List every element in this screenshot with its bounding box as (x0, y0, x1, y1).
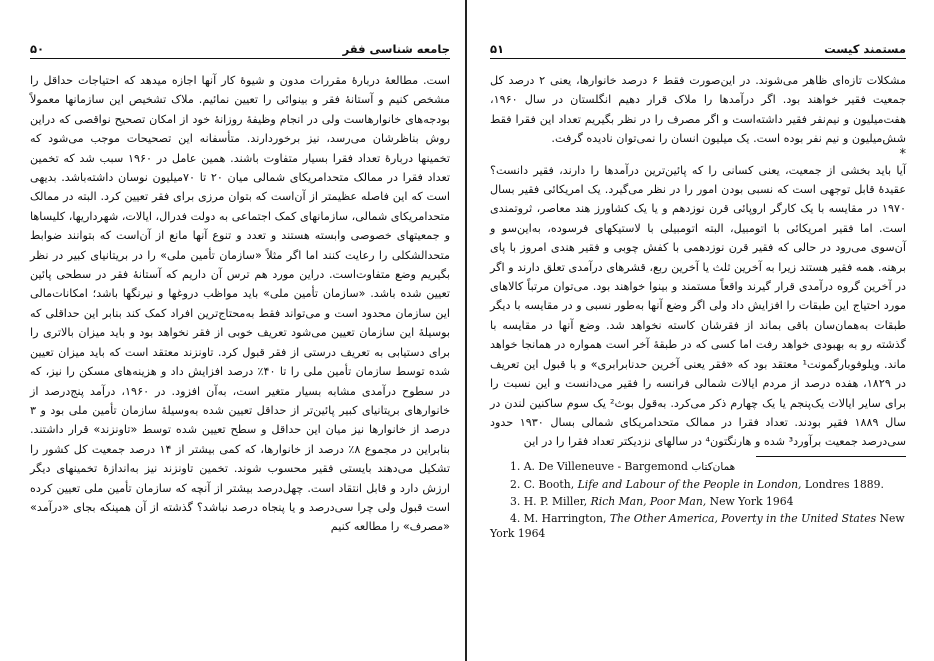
footnote-2 (490, 477, 906, 492)
footnotes (490, 459, 906, 541)
footnote-2-publication: Londres 1889. (801, 477, 884, 491)
footnote-2-author: 2. C. Booth, (510, 477, 578, 491)
right-paragraph-2: آیا باید بخشی از جمعیت، یعنی کسانی را که پائین‌ترین درآمدها را دارند، فقیر دانست؟ عقیدهٔ قابل توجهی است که نسبی بودن امور را در نظر می‌گیرد. یک امریکائی فقیر بسال ۱۹۷۰ در مقایسه با یک کارگر اروپائی قرن نوزدهم و یا یک کشاورز هند معاصر، ثروتمندی است. اما فقیر امریکائی با اتومبیل، البته اتومبیلی با لاستیکهای فرسوده، به‌این‌سو و آن‌سوی می‌رود در حالی که فقیر قرن نوزدهمی با کفش چوبی و فقیر هندی امروز با پای برهنه. همه فقیر هستند زیرا به آخرین ثلث یا آخرین ربع، قشرهای درآمدی تعلق دارند و اگر در آخرین گروه درآمدی قرار گیرند واقعاً مستمند و بینوا خواهند بود. می‌توان مرتباً کالاهای مورد احتیاج این طبقات را افزایش داد ولی اگر وضع آنها به‌طور نسبی و در مقایسه با دیگر طبقات به‌همان‌سان باقی بماند از فقرشان کاسته نخواهد شد. وضع آنها در مقایسه با گذشته رو به بهبودی خواهد رفت اما کسی که در طبقهٔ آخر است همواره در همانجا خواهد ماند. ویلوفوبارگمونت¹ معتقد بود که «فقر یعنی آخرین حدنابرابری» و با قبول این تعریف در ۱۸۲۹، هفده درصد از مردم ایالات شمالی فرانسه را فقیر می‌دانست و این نسبت را برای سایر ایالات یک‌پنجم یا یک چهارم ذکر می‌کرد. به‌قول بوث² یک سوم ساکنین لندن در سال ۱۸۸۹ فقیر بودند. تعداد فقرا در ممالک متحدامریکای شمالی بسال ۱۹۳۰ حدود سی‌درصد جمعیت برآورد³ شده و هارنگتون⁴ در سالهای نزدیکتر تعداد فقرا را در این (490, 163, 907, 449)
footnote-3-title: Rich Man, Poor Man, (590, 494, 707, 508)
right-page-header (490, 38, 906, 59)
book-spine-divider (465, 0, 467, 661)
left-page-body (30, 71, 450, 537)
section-asterisk: * (899, 146, 906, 162)
left-page-header (30, 38, 450, 59)
right-page (470, 0, 934, 661)
footnote-4-author: 4. M. Harrington, (510, 511, 610, 525)
footnote-4 (490, 511, 906, 541)
footnote-3 (490, 494, 906, 509)
footnote-3-author: 3. H. P. Miller, (510, 494, 591, 508)
left-page-number: ۵۰ (30, 42, 45, 56)
left-paragraph-1: است. مطالعهٔ دربارهٔ مقررات مدون و شیوهٔ کار آنها اجازه میدهد که احتیاجات حداقل را مشخص کنیم و آستانهٔ فقر و بینوائی را تعیین نمائیم. ملاک تشخیص این سازمانها معمولاً بودجه‌های خانوارهاست ولی در انجام وظیفهٔ روزانهٔ خود از امکان تصحیح نواقصی که دراین روش بناظرشان می‌رسد، نیز برخوردارند. متأسفانه این تصحیحات موجب می‌شود که تخمینها دربارهٔ تعداد فقرا بسیار متفاوت باشند. همین عامل در ۱۹۶۰ سبب شد که تخمین تعداد فقرا در ممالک متحدامریکای شمالی میان ۲۰ تا ۷۰میلیون نوسان داشته‌باشد. بدیهی است که این فاصله عظیمتر از آن‌است که بتوان مرزی برای فقر تعیین کرد. البته در ممالک متحدامریکای شمالی، سازمانهای کمک اجتماعی به دولت فدرال، ایالات، شهرداریها، کلیساها و جمعیتهای خصوصی وابسته هستند و تعدد و تنوع آنها مانع از آن‌است که بتوانند ضوابط متحدالشکلی را رعایت کنند اما اگر مثلاً «سازمان تأمین ملی» را در بریتانیای کبیر در نظر بگیریم وضع متفاوت‌است. دراین مورد هم ترس آن داریم که آستانهٔ فقر در سطحی پائین تعیین شده باشد. «سازمان تأمین ملی» باید مواظب دروغها و نیرنگها باشد؛ امکانات‌مالی این سازمان محدود است و می‌تواند فقط به‌محتاج‌ترین افراد کمک کند بنابر این حداقلی که بوسیلهٔ این سازمان تعیین می‌شود تعریف خوبی از فقر نخواهد بود و باید میزان بالاتری را برای دستیابی به تعریف درستی از فقر قبول کرد. تاونزند معتقد است که باید میزان تعیین شده توسط سازمان تأمین ملی را تا ۴۰٪ درصد افزایش داد و هزینه‌های مسکن را نیز، که در سطوح درآمدی مشابه بسیار متغیر است، به‌آن افزود. در ۱۹۶۰، درآمد پنج‌درصد از خانوارهای بریتانیای کبیر پائین‌تر از حداقل تعیین شده به‌وسیلهٔ سازمان تأمین ملی بود و ۳ درصد از خانوارها نیز میان این حداقل و سطح تعیین شده توسط «تاونزند» قرار داشتند. بنابراین در مجموع ۸٪ درصد از خانوارها، که کمی بیشتر از ۱۴ درصد جمعیت کل کشور را تشکیل می‌دهند بایستی فقیر محسوب شوند. تخمین تاونزند نیز به‌اندازهٔ تخمینهای دیگر ارزش دارد و قابل انتقاد است. چهل‌درصد بیشتر از آنچه که سازمان تأمین ملی تعیین کرده است قبول ولی چرا سی‌درصد و یا پنجاه درصد نباشد؟ گذشته از آن همینکه بجای «درآمد» «مصرف» را مطالعه کنیم (30, 74, 450, 534)
left-running-title: جامعه شناسی فقر (342, 42, 450, 56)
footnote-3-publication: New York 1964 (706, 494, 794, 508)
right-page-number: ۵۱ (490, 42, 505, 56)
left-page (0, 0, 464, 661)
footnote-2-title: Life and Labour of the People in London, (577, 477, 802, 491)
footnote-4-publication: New York 1964 (490, 511, 905, 540)
footnote-rule (490, 456, 906, 457)
right-running-title: مستمند کیست (824, 42, 906, 56)
footnote-1 (490, 459, 906, 475)
right-paragraph-1: مشکلات تازه‌ای ظاهر می‌شوند. در این‌صورت فقط ۶ درصد خانوارها، یعنی ۲ درصد کل جمعیت فقیر خواهند بود. اگر درآمدها را ملاک قرار دهیم انگلستان در سال ۱۹۶۰، هفت‌میلیون و نیم‌نفر فقیر داشته‌است و اگر مصرف را در نظر بگیریم تعداد این فقرا فقط شش‌میلیون و نیم نفر بوده است. یک میلیون انسان را نمی‌توان نادیده گرفت. (490, 74, 907, 146)
footnote-1-ibid: همان‌کتاب (691, 460, 736, 473)
footnote-1-ref: 1. A. De Villeneuve - Bargemond (510, 459, 692, 473)
footnote-4-title: The Other America, Poverty in the United States (609, 511, 877, 525)
right-page-body (490, 71, 906, 452)
